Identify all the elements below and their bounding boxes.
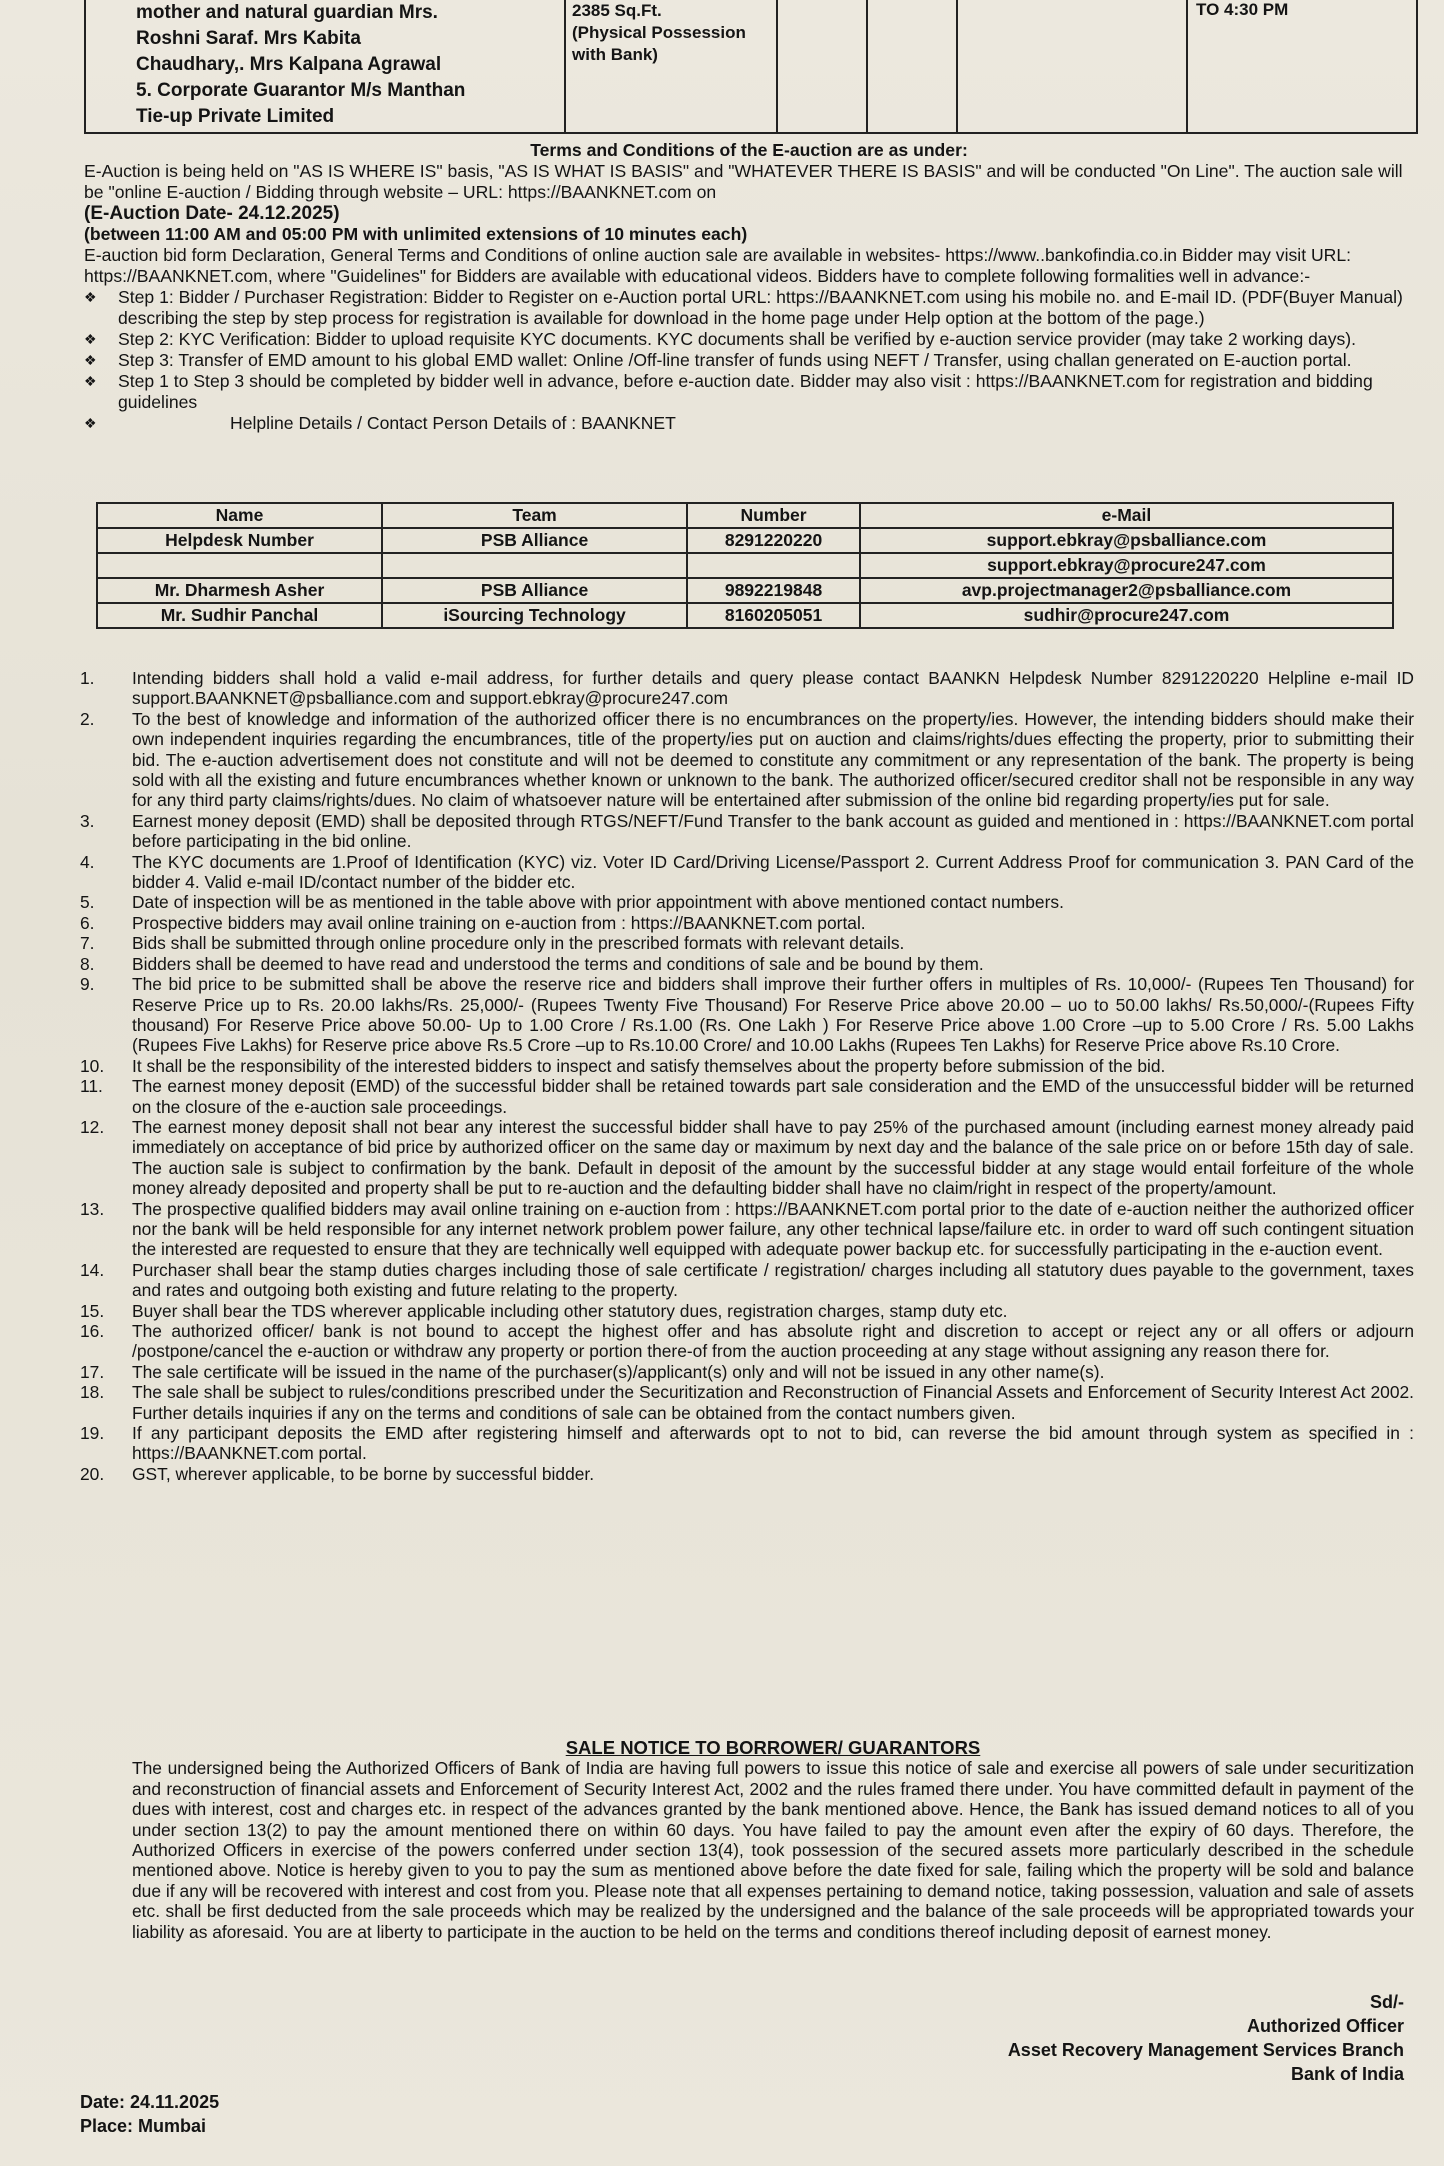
guarantor-line: Tie-up Private Limited bbox=[136, 106, 335, 127]
officer-title: Authorized Officer bbox=[1246, 2016, 1404, 2036]
clause-item bbox=[80, 974, 1414, 1056]
area-line: (Physical Possession bbox=[572, 23, 746, 42]
clause-item bbox=[80, 852, 1414, 893]
notice-date: Date: 24.11.2025 bbox=[80, 2092, 220, 2112]
clause-number: 5. bbox=[80, 892, 95, 913]
table-row bbox=[97, 578, 1393, 603]
clause-number: 7. bbox=[80, 933, 95, 954]
table-header-row bbox=[97, 503, 1393, 528]
clause-item bbox=[80, 668, 1414, 709]
column-header: Number bbox=[687, 503, 860, 528]
column-header: e-Mail bbox=[860, 503, 1393, 528]
clause-item bbox=[80, 933, 1414, 953]
guarantor-line: Roshni Saraf. Mrs Kabita bbox=[136, 28, 361, 49]
cell-number: 9892219848 bbox=[687, 578, 860, 603]
clause-item bbox=[80, 1199, 1414, 1260]
contact-table bbox=[96, 502, 1394, 629]
table-row bbox=[97, 528, 1393, 553]
clause-item bbox=[80, 1076, 1414, 1117]
clause-text: It shall be the responsibility of the interested bidders to inspect and satisfy themselves about the property before submission of the bid. bbox=[132, 1055, 1166, 1076]
terms-section bbox=[84, 140, 1414, 434]
cell-name: Helpdesk Number bbox=[97, 528, 382, 553]
area-cell bbox=[572, 0, 746, 66]
clause-text: GST, wherever applicable, to be borne by successful bidder. bbox=[132, 1463, 595, 1484]
clause-text: Purchaser shall bear the stamp duties charges including those of sale certificate / registration/ charges including all statutory dues payable to the government, taxes and rates and outgoing both existing and future relating to the property. bbox=[132, 1259, 1414, 1301]
clause-number: 14. bbox=[80, 1259, 105, 1280]
clause-text: The prospective qualified bidders may avail online training on e-auction from : https://BAANKNET.com portal prior to the date of e-auction neither the authorized officer nor the bank will be held responsible for any internet network problem power failure, any other technical lapse/failure etc. in order to ward off such contingent situation the interested are requested to ensure that they are technically well equipped with adequate power backup etc. for successfully participating in the e-auction event. bbox=[132, 1198, 1414, 1260]
cell-number bbox=[687, 553, 860, 578]
clause-item bbox=[80, 1362, 1414, 1382]
column-divider bbox=[776, 0, 778, 132]
clause-text: Buyer shall bear the TDS wherever applicable including other statutory dues, registration charges, stamp duty etc. bbox=[132, 1300, 1008, 1321]
clause-item bbox=[80, 1321, 1414, 1362]
clause-number: 15. bbox=[80, 1300, 105, 1321]
property-table-fragment bbox=[84, 0, 1418, 134]
cell-email: sudhir@procure247.com bbox=[860, 603, 1393, 628]
clause-number: 12. bbox=[80, 1116, 105, 1137]
clause-item bbox=[80, 892, 1414, 912]
clause-number: 17. bbox=[80, 1361, 105, 1382]
clause-item bbox=[80, 1301, 1414, 1321]
clause-item bbox=[80, 1382, 1414, 1423]
table-row bbox=[97, 553, 1393, 578]
bank-name: Bank of India bbox=[1290, 2064, 1404, 2084]
clause-item bbox=[80, 1423, 1414, 1464]
clause-number: 6. bbox=[80, 912, 95, 933]
column-divider bbox=[866, 0, 868, 132]
auction-time-window: (between 11:00 AM and 05:00 PM with unlimited extensions of 10 minutes each) bbox=[84, 224, 748, 244]
column-divider bbox=[956, 0, 958, 132]
step-item: ❖ Step 2: KYC Verification: Bidder to upload requisite KYC documents. KYC documents shall be verified by e-auction service provider (may take 2 working days). bbox=[84, 329, 1414, 350]
cell-email: avp.projectmanager2@psballiance.com bbox=[860, 578, 1393, 603]
guarantor-line: 5. Corporate Guarantor M/s Manthan bbox=[136, 80, 466, 101]
clause-list bbox=[80, 668, 1414, 1484]
step-item: ❖ Step 1 to Step 3 should be completed by bidder well in advance, before e-auction date. Bidder may also visit : https://BAANKNET.com for registration and bidding guidelines bbox=[84, 371, 1414, 413]
date-place bbox=[80, 2090, 219, 2138]
cell-email: support.ebkray@psballiance.com bbox=[860, 528, 1393, 553]
cell-team: iSourcing Technology bbox=[382, 603, 687, 628]
clause-number: 2. bbox=[80, 708, 95, 729]
clause-text: The authorized officer/ bank is not bound to accept the highest offer and has absolute right and discretion to accept or reject any or all offers or adjourn /postpone/cancel the e-auction or withdraw any property or portion there-of from the auction proceeding at any stage without assigning any reason there for. bbox=[132, 1321, 1414, 1362]
inspection-time: TO 4:30 PM bbox=[1196, 0, 1289, 19]
step-item: ❖ Step 3: Transfer of EMD amount to his global EMD wallet: Online /Off-line transfer of funds using NEFT / Transfer, using challan generated on E-auction portal. bbox=[84, 350, 1414, 371]
clause-text: Earnest money deposit (EMD) shall be deposited through RTGS/NEFT/Fund Transfer to the bank account as guided and mentioned in : https://BAANKNET.com portal before participating in the bid online. bbox=[132, 810, 1414, 852]
clause-text: The earnest money deposit (EMD) of the successful bidder shall be retained towards part sale consideration and the EMD of the unsuccessful bidder will be returned on the closure of the e-auction sale proceedings. bbox=[132, 1076, 1414, 1117]
area-line: 2385 Sq.Ft. bbox=[572, 1, 662, 20]
guarantor-list bbox=[136, 0, 646, 130]
terms-heading: Terms and Conditions of the E-auction are as under: bbox=[530, 140, 968, 160]
terms-intro: E-Auction is being held on "AS IS WHERE IS" basis, "AS IS WHAT IS BASIS" and "WHATEVER THERE IS BASIS" and will be conducted "On Line". The auction sale will be "online E-auction / Bidding through website – URL: https://BAANKNET.com on bbox=[84, 161, 1403, 202]
clause-item bbox=[80, 913, 1414, 933]
clause-text: The sale certificate will be issued in the name of the purchaser(s)/applicant(s) only and will not be issued in any other name(s). bbox=[132, 1361, 1105, 1382]
clause-number: 9. bbox=[80, 974, 95, 995]
clause-number: 20. bbox=[80, 1463, 105, 1484]
clause-item bbox=[80, 709, 1414, 811]
clause-text: Prospective bidders may avail online training on e-auction from : https://BAANKNET.com portal. bbox=[132, 912, 866, 933]
clause-item bbox=[80, 954, 1414, 974]
cell-name bbox=[97, 553, 382, 578]
clause-item bbox=[80, 1464, 1414, 1484]
auction-date: (E-Auction Date- 24.12.2025) bbox=[84, 203, 340, 224]
cell-team: PSB Alliance bbox=[382, 528, 687, 553]
column-divider bbox=[1186, 0, 1188, 132]
clause-text: The sale shall be subject to rules/conditions prescribed under the Securitization and Reconstruction of Financial Assets and Enforcement of Security Interest Act 2002. Further details inquiries if any on the terms and conditions of sale can be obtained from the contact numbers given. bbox=[132, 1382, 1414, 1423]
clause-text: The bid price to be submitted shall be above the reserve rice and bidders shall improve their further offers in multiples of Rs. 10,000/- (Rupees Ten Thousand) for Reserve Price up to Rs. 20.00 lakhs/Rs. 25,000/- (Rupees Twenty Five Thousand) For Reserve Price above 20.00 – uo to 50.00 lakhs/ Rs.50,000/-(Rupees Fifty thousand) For Reserve Price above 50.00- Up to 1.00 Crore / Rs.1.00 (Rs. One Lakh ) For Reserve Price above 1.00 Crore –up to 5.00 Crore / Rs. 5.00 Lakhs (Rupees Five Lakhs) for Reserve price above Rs.5 Crore –up to Rs.10.00 Crore/ and 10.00 Lakhs (Rupees Ten Lakhs) for Reserve Price above Rs.10 Crore. bbox=[132, 974, 1414, 1056]
sale-notice bbox=[132, 1738, 1414, 1942]
area-line: with Bank) bbox=[572, 45, 658, 64]
clause-number: 8. bbox=[80, 953, 95, 974]
column-header: Name bbox=[97, 503, 382, 528]
sale-notice-body: The undersigned being the Authorized Officers of Bank of India are having full powers to issue this notice of sale and exercise all powers of sale under securitization and reconstruction of financial assets and Enforcement of Security Interest Act, 2002 and the rules framed there under. You have committed default in payment of the dues with interest, cost and charges etc. in respect of the advances granted by the bank mentioned above. Hence, the Bank has issued demand notices to all of you under section 13(2) to pay the amount mentioned there on within 60 days. You have failed to pay the amount even after the expiry of 60 days. Therefore, the Authorized Officers in exercise of the powers conferred under section 13(4), took possession of the secured assets more particularly described in the schedule mentioned above. Notice is hereby given to you to pay the sum as mentioned above before the date fixed for sale, failing which the property will be sold and balance due if any will be recovered with interest and cost from you. Please note that all expenses pertaining to demand notice, taking possession, valuation and sale of assets etc. shall be first deducted from the sale proceeds which may be realized by the undersigned and the balance of the sale proceeds will be appropriated towards your liability as aforesaid. You are at liberty to participate in the auction to be held on the terms and conditions thereof including deposit of earnest money. bbox=[132, 1758, 1414, 1942]
cell-number: 8291220220 bbox=[687, 528, 860, 553]
clause-number: 10. bbox=[80, 1055, 105, 1076]
clause-text: The earnest money deposit shall not bear any interest the successful bidder shall have to pay 25% of the purchased amount (including earnest money already paid immediately on acceptance of bid price by authorized officer on the same day or maximum by next day and the balance of the sale price on or before 15th day of sale. The auction sale is subject to confirmation by the bank. Default in deposit of the amount by the successful bidder at any stage would entail forfeiture of the whole money already deposited and property shall be put to re-auction and the defaulting bidder shall have no claim/right in respect of the property/amount. bbox=[132, 1116, 1414, 1199]
bid-form-info: E-auction bid form Declaration, General Terms and Conditions of online auction sale are available in websites- https://www..bankofindia.co.in Bidder may visit URL: https://BAANKNET.com, where "Guidelines" for Bidders are available with educational videos. Bidders have to complete following formalities well in advance:- bbox=[84, 245, 1352, 286]
guarantor-line: mother and natural guardian Mrs. bbox=[136, 2, 438, 23]
clause-number: 18. bbox=[80, 1382, 105, 1403]
guarantor-line: Chaudhary,. Mrs Kalpana Agrawal bbox=[136, 54, 442, 75]
cell-email: support.ebkray@procure247.com bbox=[860, 553, 1393, 578]
clause-item bbox=[80, 1117, 1414, 1199]
clause-text: Date of inspection will be as mentioned in the table above with prior appointment with above mentioned contact numbers. bbox=[132, 892, 1064, 913]
clause-item bbox=[80, 1260, 1414, 1301]
cell-name: Mr. Sudhir Panchal bbox=[97, 603, 382, 628]
clause-number: 13. bbox=[80, 1198, 105, 1219]
clause-number: 4. bbox=[80, 851, 95, 872]
cell-number: 8160205051 bbox=[687, 603, 860, 628]
clause-text: To the best of knowledge and information of the authorized officer there is no encumbrances on the property/ies. However, the intending bidders should make their own independent inquiries regarding the encumbrances, title of the property/ies put on auction and claims/rights/dues effecting the property, prior to submitting their bid. The e-auction advertisement does not constitute and will not be deemed to constitute any commitment or any representation of the bank. The property is being sold with all the existing and future encumbrances whether known or unknown to the bank. The authorized officer/secured creditor shall not be responsible in any way for any third party claims/rights/dues. No claim of whatsoever nature will be entertained after submission of the online bid regarding property/ies put for sale. bbox=[132, 708, 1414, 811]
column-header: Team bbox=[382, 503, 687, 528]
table-row bbox=[97, 603, 1393, 628]
clause-number: 3. bbox=[80, 810, 95, 831]
clause-number: 19. bbox=[80, 1423, 105, 1444]
clause-number: 16. bbox=[80, 1321, 105, 1341]
cell-team bbox=[382, 553, 687, 578]
clause-item bbox=[80, 1056, 1414, 1076]
clause-text: The KYC documents are 1.Proof of Identification (KYC) viz. Voter ID Card/Driving License/Passport 2. Current Address Proof for communication 3. PAN Card of the bidder 4. Valid e-mail ID/contact number of the bidder etc. bbox=[132, 851, 1414, 893]
clause-item bbox=[80, 811, 1414, 852]
helpline-caption: ❖ Helpline Details / Contact Person Details of : BAANKNET bbox=[84, 413, 1414, 434]
cell-team: PSB Alliance bbox=[382, 578, 687, 603]
signature-block bbox=[1008, 1990, 1404, 2086]
branch-name: Asset Recovery Management Services Branch bbox=[1007, 2040, 1404, 2060]
clause-number: 1. bbox=[80, 668, 95, 688]
clause-text: Bidders shall be deemed to have read and understood the terms and conditions of sale and be bound by them. bbox=[132, 953, 984, 974]
notice-place: Place: Mumbai bbox=[80, 2116, 207, 2136]
sale-notice-title: SALE NOTICE TO BORROWER/ GUARANTORS bbox=[565, 1737, 981, 1758]
clause-text: Intending bidders shall hold a valid e-mail address, for further details and query please contact BAANKN Helpdesk Number 8291220220 Helpline e-mail ID support.BAANKNET@psballiance.com and support.ebkray@procure247.com bbox=[132, 668, 1414, 709]
sd-mark: Sd/- bbox=[1370, 1992, 1404, 2012]
clause-number: 11. bbox=[80, 1076, 103, 1097]
cell-name: Mr. Dharmesh Asher bbox=[97, 578, 382, 603]
clause-text: Bids shall be submitted through online procedure only in the prescribed formats with relevant details. bbox=[132, 933, 905, 954]
clause-text: If any participant deposits the EMD after registering himself and afterwards opt to not to bid, can reverse the bid amount through system as specified in : https://BAANKNET.com portal. bbox=[132, 1423, 1414, 1464]
step-item: ❖ Step 1: Bidder / Purchaser Registration: Bidder to Register on e-Auction portal URL: https://BAANKNET.com using his mobile no. and E-mail ID. (PDF(Buyer Manual) describing the step by step process for registration is available for download in the home page under Help option at the bottom of the page.) bbox=[84, 287, 1414, 329]
